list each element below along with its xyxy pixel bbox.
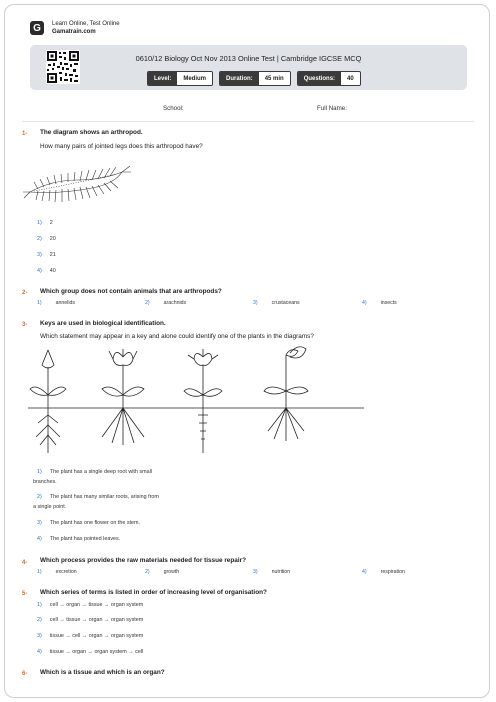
answer-option-continued: a single point. (33, 504, 67, 510)
option-text: 2 (49, 220, 53, 226)
option-number: 4) (37, 536, 42, 542)
answer-option[interactable] (362, 569, 405, 575)
question-text: Which group does not contain animals that are arthropods? (40, 288, 222, 295)
option-text: tissue → cell → organ → organ system (49, 633, 144, 639)
questions-value: 40 (341, 72, 360, 85)
option-number: 4) (37, 268, 42, 274)
option-text: arachnids (163, 300, 187, 306)
option-text: respiration (380, 569, 405, 575)
question-number: 1- (22, 131, 28, 137)
level-pill (147, 71, 213, 86)
option-number: 1) (37, 220, 42, 226)
option-number: 2) (37, 494, 42, 500)
option-number: 4) (37, 649, 42, 655)
question-text: Keys are used in biological identification. (40, 320, 166, 327)
answer-option[interactable] (37, 236, 56, 242)
option-text: 21 (49, 252, 56, 258)
questions-pill (297, 71, 361, 86)
plants-diagram (28, 345, 368, 455)
option-number: 3) (37, 252, 42, 258)
brand-header[interactable] (30, 20, 120, 36)
answer-option[interactable] (37, 569, 77, 575)
option-number: 4) (362, 569, 367, 575)
level-value: Medium (177, 72, 212, 85)
question-text: Which is a tissue and which is an organ? (40, 669, 165, 676)
answer-option[interactable] (37, 617, 143, 623)
answer-option[interactable] (37, 469, 152, 475)
question-number: 2- (22, 290, 28, 296)
option-text: cell → organ → tissue → organ system (49, 602, 144, 608)
option-text: excretion (55, 569, 77, 575)
duration-value: 45 min (259, 72, 290, 85)
brand-tagline: Learn Online, Test Online (52, 21, 120, 27)
option-text: annelids (55, 300, 75, 306)
option-text: 20 (49, 236, 56, 242)
answer-option-continued: branches. (33, 479, 57, 485)
questions-label: Questions: (298, 72, 341, 85)
option-number: 2) (145, 300, 150, 306)
answer-option[interactable] (37, 220, 53, 226)
option-text: The plant has pointed leaves. (49, 536, 121, 542)
option-text: growth (163, 569, 180, 575)
option-text: cell → tissue → organ → organ system (49, 617, 144, 623)
duration-label: Duration: (220, 72, 259, 85)
answer-option[interactable] (362, 300, 397, 306)
option-text: The plant has many similar roots, arising from (49, 494, 159, 500)
test-title: 0610/12 Biology Oct Nov 2013 Online Test | Cambridge IGCSE MCQ (135, 54, 362, 63)
answer-option[interactable] (37, 268, 56, 274)
option-number: 3) (37, 520, 42, 526)
question-text: Which process provides the raw materials needed for tissue repair? (40, 557, 246, 564)
question-text: The diagram shows an arthropod. (40, 129, 143, 136)
option-text: insects (380, 300, 397, 306)
option-text: crustaceans (271, 300, 300, 306)
answer-option[interactable] (145, 300, 186, 306)
option-number: 3) (37, 633, 42, 639)
question-number: 3- (22, 322, 28, 328)
question-subtext: How many pairs of jointed legs does this arthropod have? (40, 143, 203, 150)
option-text: tissue → organ → organ system → cell (49, 649, 144, 655)
question-subtext: Which statement may appear in a key and alone could identify one of the plants in the diagrams? (40, 333, 314, 340)
test-header (30, 45, 467, 90)
answer-option[interactable] (253, 300, 300, 306)
option-text: The plant has one flower on the stem. (49, 520, 140, 526)
answer-option[interactable] (37, 649, 143, 655)
option-number: 1) (37, 602, 42, 608)
answer-option[interactable] (37, 520, 140, 526)
question-number: 4- (22, 560, 28, 566)
level-label: Level: (148, 72, 177, 85)
option-number: 4) (362, 300, 367, 306)
question-number: 5- (22, 591, 28, 597)
option-number: 2) (145, 569, 150, 575)
question-number: 6- (22, 671, 28, 677)
option-number: 1) (37, 569, 42, 575)
arthropod-diagram (22, 158, 132, 208)
brand-site: Gamatrain.com (52, 29, 96, 35)
duration-pill (219, 71, 291, 86)
name-field-label: Full Name: (317, 105, 347, 112)
option-number: 2) (37, 236, 42, 242)
option-number: 1) (37, 300, 42, 306)
brand-logo-icon: G (30, 21, 44, 35)
school-field-label: School: (163, 105, 184, 112)
answer-option[interactable] (253, 569, 290, 575)
option-number: 3) (253, 300, 258, 306)
option-number: 2) (37, 617, 42, 623)
option-number: 1) (37, 469, 42, 475)
option-text: The plant has a single deep root with small (49, 469, 152, 475)
answer-option[interactable] (37, 602, 143, 608)
question-text: Which series of terms is listed in order of increasing level of organisation? (40, 589, 267, 596)
answer-option[interactable] (37, 633, 143, 639)
option-text: 40 (49, 268, 56, 274)
answer-option[interactable] (145, 569, 179, 575)
divider (22, 121, 474, 122)
answer-option[interactable] (37, 494, 159, 500)
answer-option[interactable] (37, 536, 120, 542)
option-number: 3) (253, 569, 258, 575)
answer-option[interactable] (37, 300, 75, 306)
option-text: nutrition (271, 569, 291, 575)
answer-option[interactable] (37, 252, 56, 258)
